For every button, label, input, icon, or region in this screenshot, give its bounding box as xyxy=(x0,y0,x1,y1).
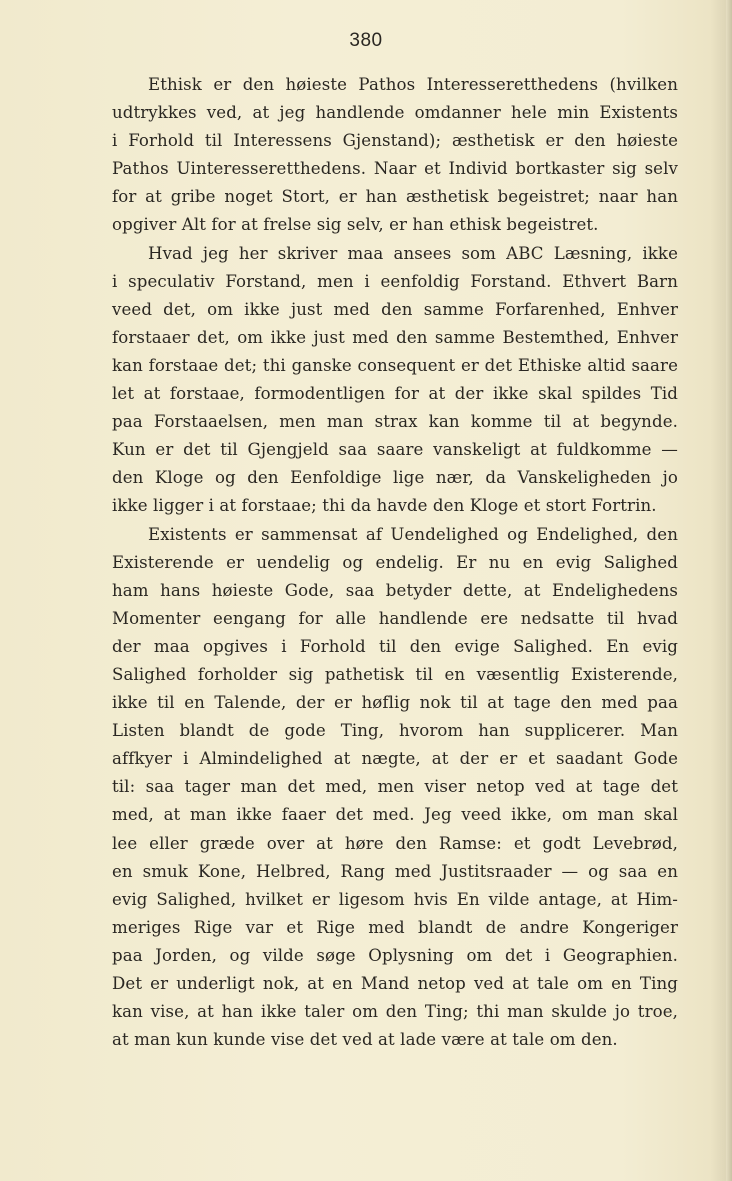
text-line: Listen blandt de gode Ting, hvorom han supplicerer. Man xyxy=(112,721,678,741)
text-line: Existerende er uendelig og endelig. Er nu en evig Salighed xyxy=(112,552,678,572)
text-line: Det er underligt nok, at en Mand netop ved at tale om en Ting xyxy=(112,974,678,993)
paragraph-1 xyxy=(112,71,678,240)
page-edge-shadow xyxy=(726,0,732,1181)
text-line: let at forstaae, formodentligen for at der ikke skal spildes Tid xyxy=(112,384,678,404)
text-line: i speculativ Forstand, men i eenfoldig Forstand. Ethvert Barn xyxy=(112,271,678,291)
text-line: paa Jorden, og vilde søge Oplysning om det i Geographien. xyxy=(112,945,678,965)
text-line: at man kun kunde vise det ved at lade være at tale om den. xyxy=(112,1030,618,1050)
text-line: Momenter eengang for alle handlende ere nedsatte til hvad xyxy=(112,608,678,628)
text-line: i Forhold til Interessens Gjenstand); æsthetisk er den høieste xyxy=(112,131,678,151)
text-line: Pathos Uinteresseretthedens. Naar et Individ bortkaster sig selv xyxy=(112,159,678,179)
text-line: med, at man ikke faaer det med. Jeg veed ikke, om man skal xyxy=(112,805,678,825)
text-line: veed det, om ikke just med den samme Forfarenhed, Enhver xyxy=(112,299,678,319)
text-line: den Kloge og den Eenfoldige lige nær, da Vanskeligheden jo xyxy=(112,468,678,488)
text-line: ikke til en Talende, der er høflig nok til at tage den med paa xyxy=(112,693,678,713)
text-line: en smuk Kone, Helbred, Rang med Justitsraader — og saa en xyxy=(112,861,678,881)
paragraph-2 xyxy=(112,240,678,521)
text-line: paa Forstaaelsen, men man strax kan komme til at begynde. xyxy=(112,412,678,432)
text-line: der maa opgives i Forhold til den evige Salighed. En evig xyxy=(112,636,678,656)
text-line: lee eller græde over at høre den Ramse: et godt Levebrød, xyxy=(112,833,678,853)
text-line: evig Salighed, hvilket er ligesom hvis En vilde antage, at Him- xyxy=(112,889,678,909)
text-line: udtrykkes ved, at jeg handlende omdanner hele min Existents xyxy=(112,103,678,123)
text-line: for at gribe noget Stort, er han æsthetisk begeistret; naar han xyxy=(112,187,678,207)
text-line: Existents er sammensat af Uendelighed og Endelighed, den xyxy=(148,524,678,544)
text-line: Salighed forholder sig pathetisk til en væsentlig Existerende, xyxy=(112,664,678,684)
body-text xyxy=(112,71,678,1054)
text-line: forstaaer det, om ikke just med den samme Bestemthed, Enhver xyxy=(112,327,678,347)
text-line: ikke ligger i at forstaae; thi da havde den Kloge et stort Fortrin. xyxy=(112,496,657,516)
text-line: meriges Rige var et Rige med blandt de andre Kongeriger xyxy=(112,917,678,937)
text-line: til: saa tager man det med, men viser netop ved at tage det xyxy=(112,777,678,797)
text-line: kan forstaae det; thi ganske consequent er det Ethiske altid saare xyxy=(112,355,678,375)
text-line: affkyer i Almindelighed at nægte, at der er et saadant Gode xyxy=(112,749,678,769)
text-line: opgiver Alt for at frelse sig selv, er han ethisk begeistret. xyxy=(112,215,599,235)
page-number: 380 xyxy=(349,30,383,51)
text-line: ham hans høieste Gode, saa betyder dette, at Endelighedens xyxy=(112,580,678,600)
text-line: kan vise, at han ikke taler om den Ting; thi man skulde jo troe, xyxy=(112,1002,678,1022)
paragraph-3 xyxy=(112,521,678,1055)
text-line: Ethisk er den høieste Pathos Interesseretthedens (hvilken xyxy=(148,75,678,94)
text-line: Hvad jeg her skriver maa ansees som ABC Læsning, ikke xyxy=(148,243,678,263)
text-line: Kun er det til Gjengjeld saa saare vanskeligt at fuldkomme — xyxy=(112,440,678,460)
